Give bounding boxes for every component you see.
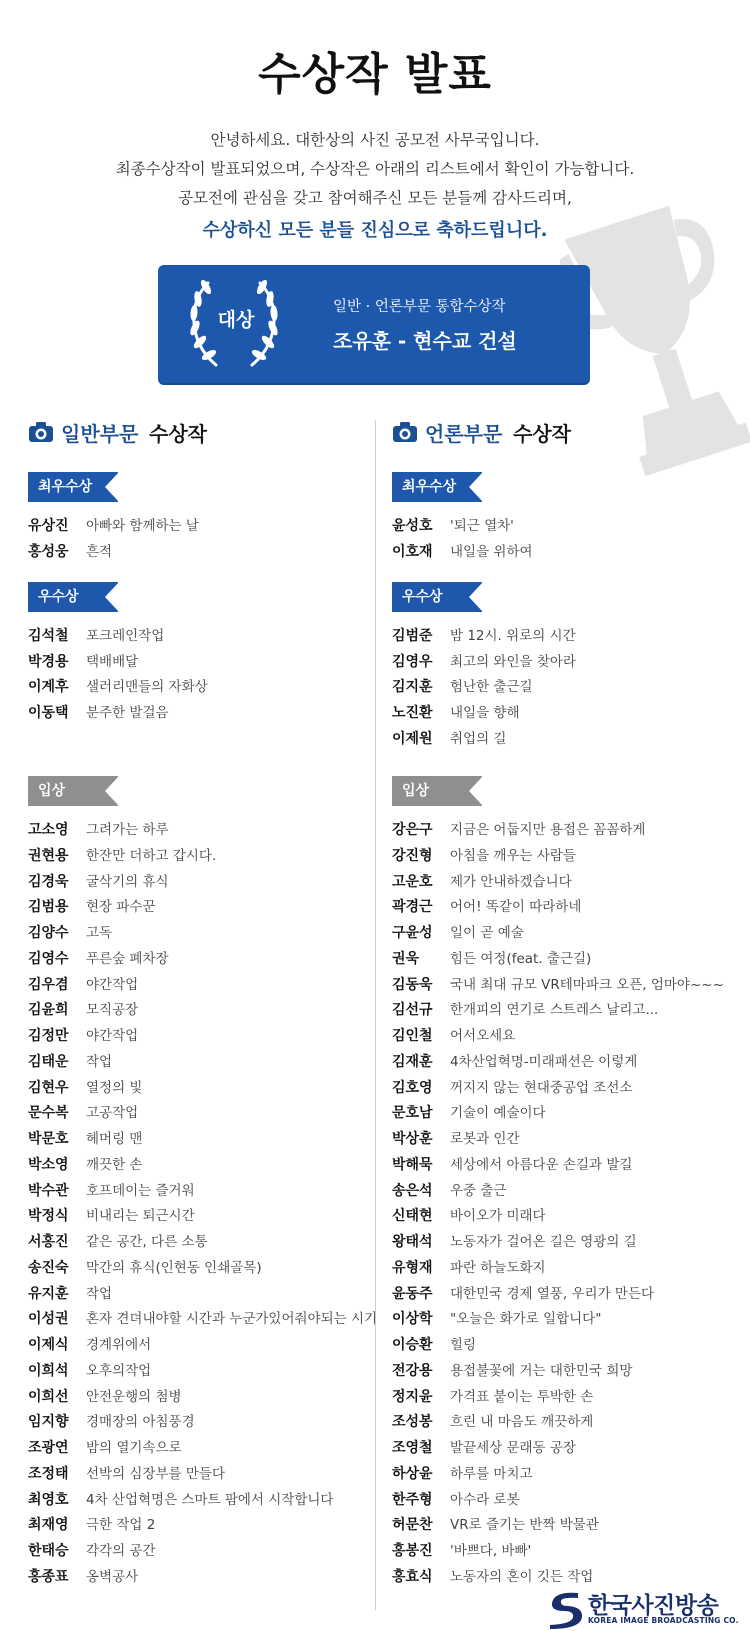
tag-honorable-mention xyxy=(392,776,482,806)
list-item xyxy=(28,1437,182,1459)
tag-notch xyxy=(469,472,483,502)
list-item xyxy=(28,1257,262,1279)
work-title: 경계위에서 xyxy=(86,1337,152,1353)
work-title: 대한민국 경제 열풍, 우리가 만든다 xyxy=(450,1285,655,1302)
winner-name: 박수관 xyxy=(28,1182,69,1199)
list-item xyxy=(28,948,169,970)
list-item xyxy=(28,515,199,537)
winner-name: 박문호 xyxy=(28,1131,69,1147)
work-title: 아침을 깨우는 사람들 xyxy=(450,847,576,864)
work-title: 막간의 휴식(인현동 인쇄골목) xyxy=(86,1259,262,1276)
winner-name: 송은석 xyxy=(392,1182,433,1199)
work-title: 로봇과 인간 xyxy=(450,1131,520,1147)
list-item xyxy=(392,1334,476,1356)
winner-name: 김영수 xyxy=(28,950,69,967)
winner-name: 윤성호 xyxy=(392,518,433,534)
work-title: 파란 하늘도화지 xyxy=(450,1259,546,1276)
work-title: 한잔만 더하고 갑시다. xyxy=(86,847,217,864)
work-title: 용접불꽃에 거는 대한민국 희망 xyxy=(450,1362,633,1379)
list-item xyxy=(28,1386,182,1408)
list-item xyxy=(28,999,138,1021)
work-title: 내일을 향해 xyxy=(450,705,520,722)
winner-name: 고소영 xyxy=(28,822,69,838)
winner-name: 김동욱 xyxy=(392,976,433,993)
work-title: 국내 최대 규모 VR테마파크 오픈, 엄마야~~~ xyxy=(450,976,724,993)
grand-prize-badge: 대상 xyxy=(217,309,255,331)
winner-name: 조광연 xyxy=(28,1440,69,1456)
work-title: 오후의작업 xyxy=(86,1362,152,1379)
work-title: 선박의 심장부를 만들다 xyxy=(86,1465,225,1482)
list-item xyxy=(392,896,581,918)
work-title: 작업 xyxy=(86,1053,113,1070)
work-title: 분주한 발걸음 xyxy=(86,705,169,722)
list-item xyxy=(28,922,112,944)
section-suffix: 수상작 xyxy=(149,422,207,446)
winner-name: 김재훈 xyxy=(392,1053,433,1070)
winner-name: 강은구 xyxy=(392,822,433,838)
list-item xyxy=(28,974,138,996)
work-title: "오늘은 화가로 일합니다" xyxy=(450,1311,602,1328)
list-item xyxy=(28,896,156,918)
list-item xyxy=(28,1489,333,1511)
list-item xyxy=(28,1360,151,1382)
work-title: 발끝세상 문래동 공장 xyxy=(450,1440,576,1456)
winner-name: 노진환 xyxy=(392,705,433,722)
work-title: 경매장의 아침풍경 xyxy=(86,1414,195,1431)
winner-name: 홍종표 xyxy=(28,1568,69,1585)
work-title: 작업 xyxy=(86,1285,113,1302)
winner-name: 조영철 xyxy=(392,1440,433,1456)
tag-honorable-mention xyxy=(28,776,118,806)
winner-name: 고운호 xyxy=(392,873,433,890)
work-title: 힐링 xyxy=(450,1337,477,1353)
work-title: 노동자의 혼이 깃든 작업 xyxy=(450,1568,594,1585)
winner-name: 김지훈 xyxy=(392,679,433,696)
work-title: 바이오가 미래다 xyxy=(450,1208,546,1225)
work-title: 그려가는 하루 xyxy=(86,822,169,838)
tag-notch xyxy=(105,582,119,612)
winner-name: 조성봉 xyxy=(392,1414,433,1431)
tag-notch xyxy=(469,776,483,806)
list-item xyxy=(28,1283,112,1305)
tag-label: 우수상 xyxy=(38,589,79,605)
winner-name: 홍봉진 xyxy=(392,1543,433,1559)
intro-line-1: 안녕하세요. 대한상의 사진 공모전 사무국입니다. xyxy=(210,131,540,149)
work-title: 최고의 와인을 찾아라 xyxy=(450,653,576,670)
tag-label: 입상 xyxy=(402,783,430,799)
winner-name: 박경용 xyxy=(28,653,69,670)
winner-name: 김윤희 xyxy=(28,1002,69,1019)
work-title: 현장 파수꾼 xyxy=(86,899,156,916)
work-title: 밤의 열기속으로 xyxy=(86,1440,182,1456)
list-item xyxy=(392,1437,576,1459)
winner-name: 정지윤 xyxy=(392,1388,433,1405)
tag-label: 최우수상 xyxy=(402,479,457,495)
list-item xyxy=(392,1411,593,1433)
work-title: 우중 출근 xyxy=(450,1182,507,1199)
list-item xyxy=(392,871,572,893)
list-item xyxy=(28,1411,195,1433)
list-item xyxy=(392,1102,546,1124)
section-title: 일반부문 xyxy=(61,422,139,446)
work-title: 4차 산업혁명은 스마트 팜에서 시작합니다 xyxy=(86,1491,334,1508)
grand-prize-winner: 조유훈 - 현수교 건설 xyxy=(333,329,517,353)
list-item xyxy=(28,1102,138,1124)
winner-name: 구윤성 xyxy=(392,925,433,941)
list-item xyxy=(28,1077,142,1099)
work-title: 한개피의 연기로 스트레스 날리고... xyxy=(450,1002,659,1019)
work-title: 내일을 위하여 xyxy=(450,543,533,560)
winner-name: 김현우 xyxy=(28,1079,69,1096)
list-item xyxy=(392,948,591,970)
list-item xyxy=(392,1514,599,1536)
camera-icon xyxy=(392,421,418,443)
winner-name: 송진숙 xyxy=(28,1259,69,1276)
work-title: 각각의 공간 xyxy=(86,1543,156,1559)
list-item xyxy=(392,728,506,750)
work-title: '퇴근 열차' xyxy=(450,518,514,534)
winner-name: 최영호 xyxy=(28,1491,69,1508)
work-title: 아빠와 함께하는 날 xyxy=(86,518,199,534)
list-item xyxy=(392,1231,637,1253)
work-title: 옹벽공사 xyxy=(86,1568,139,1585)
list-item xyxy=(392,541,533,563)
column-divider xyxy=(375,420,376,1610)
intro-line-2: 최종수상작이 발표되었으며, 수상작은 아래의 리스트에서 확인이 가능합니다. xyxy=(115,160,635,178)
list-item xyxy=(392,1283,654,1305)
winner-name: 홍성웅 xyxy=(28,543,69,560)
list-item xyxy=(28,1308,377,1330)
winner-name: 이상학 xyxy=(392,1311,433,1328)
winner-name: 김경욱 xyxy=(28,873,69,890)
list-item xyxy=(392,1463,533,1485)
work-title: '바쁘다, 바빠' xyxy=(450,1543,532,1559)
logo-subtext: KOREA IMAGE BROADCASTING CO. xyxy=(588,1616,739,1625)
winner-name: 김영우 xyxy=(392,653,433,670)
intro-highlight: 수상하신 모든 분들 진심으로 축하드립니다. xyxy=(202,220,548,241)
list-item xyxy=(28,1514,155,1536)
work-title: 고독 xyxy=(86,925,113,941)
list-item xyxy=(392,1205,546,1227)
work-title: VR로 즐기는 반짝 박물관 xyxy=(450,1517,599,1534)
winner-name: 이호재 xyxy=(392,543,433,560)
winner-name: 윤동주 xyxy=(392,1285,433,1302)
list-item xyxy=(28,1128,142,1150)
list-item xyxy=(28,1025,138,1047)
work-title: 극한 작업 2 xyxy=(86,1517,156,1534)
work-title: 세상에서 아름다운 손길과 발길 xyxy=(450,1156,633,1173)
work-title: 기술이 예술이다 xyxy=(450,1105,546,1122)
list-item xyxy=(28,625,164,647)
work-title: 모직공장 xyxy=(86,1002,139,1019)
winner-name: 유형재 xyxy=(392,1259,433,1276)
winner-name: 박상훈 xyxy=(392,1131,433,1147)
list-item xyxy=(392,974,724,996)
winner-name: 이동택 xyxy=(28,705,69,722)
tag-label: 최우수상 xyxy=(38,479,93,495)
winner-name: 이제식 xyxy=(28,1337,69,1353)
winner-name: 문수복 xyxy=(28,1105,69,1122)
tag-best-award xyxy=(392,472,482,502)
list-item xyxy=(28,1334,151,1356)
work-title: 야간작업 xyxy=(86,1028,139,1044)
work-title: 밤 12시. 위로의 시간 xyxy=(450,628,576,644)
work-title: 4차산업혁명-미래패션은 이렇게 xyxy=(450,1053,638,1070)
list-item xyxy=(28,676,208,698)
work-title: 굴삭기의 휴식 xyxy=(86,873,169,890)
tag-notch xyxy=(105,472,119,502)
list-item xyxy=(28,1051,112,1073)
list-item xyxy=(392,651,576,673)
work-title: 혼자 견뎌내야할 시간과 누군가있어줘야되는 시기 xyxy=(86,1311,378,1328)
list-item xyxy=(28,541,112,563)
list-item xyxy=(392,1025,515,1047)
work-title: 하루를 마치고 xyxy=(450,1465,533,1482)
winner-name: 이성권 xyxy=(28,1311,69,1328)
tag-excellence-award xyxy=(392,582,482,612)
work-title: 고공작업 xyxy=(86,1105,139,1122)
work-title: 어어! 똑같이 따라하네 xyxy=(450,899,582,916)
winner-name: 조정태 xyxy=(28,1465,69,1482)
winner-name: 전강용 xyxy=(392,1362,433,1379)
winner-name: 김정만 xyxy=(28,1028,69,1044)
list-item xyxy=(392,515,514,537)
work-title: 꺼지지 않는 현대중공업 조선소 xyxy=(450,1079,633,1096)
winner-name: 김호영 xyxy=(392,1079,433,1096)
intro-line-3: 공모전에 관심을 갖고 참여해주신 모든 분들께 감사드리며, xyxy=(178,189,572,207)
winner-name: 김인철 xyxy=(392,1028,433,1044)
winner-name: 이계후 xyxy=(28,679,69,696)
list-item xyxy=(392,1540,531,1562)
list-item xyxy=(392,1308,601,1330)
winner-name: 곽경근 xyxy=(392,899,433,916)
list-item xyxy=(392,999,658,1021)
tag-excellence-award xyxy=(28,582,118,612)
work-title: 안전운행의 첨병 xyxy=(86,1388,182,1405)
list-item xyxy=(392,819,645,841)
winner-name: 김태운 xyxy=(28,1053,69,1070)
work-title: 흐린 내 마음도 깨끗하게 xyxy=(450,1414,594,1431)
work-title: 가격표 붙이는 투박한 손 xyxy=(450,1388,594,1405)
tag-best-award xyxy=(28,472,118,502)
work-title: 택배배달 xyxy=(86,653,139,670)
work-title: 아수라 로봇 xyxy=(450,1491,520,1508)
work-title: 험난한 출근길 xyxy=(450,679,533,696)
work-title: 취업의 길 xyxy=(450,730,507,747)
logo-text: 한국사진방송 xyxy=(588,1593,719,1619)
winner-name: 이희선 xyxy=(28,1388,69,1405)
list-item xyxy=(392,1386,593,1408)
winner-name: 하상윤 xyxy=(392,1465,433,1482)
work-title: 야간작업 xyxy=(86,976,139,993)
winner-name: 강진형 xyxy=(392,847,433,864)
winner-name: 김범용 xyxy=(28,899,69,916)
winner-name: 허문찬 xyxy=(392,1517,433,1534)
winner-name: 권현용 xyxy=(28,847,69,864)
winner-name: 박해묵 xyxy=(392,1156,433,1173)
winner-name: 임지향 xyxy=(28,1414,69,1431)
winner-name: 박정식 xyxy=(28,1208,69,1225)
winner-name: 유상진 xyxy=(28,518,69,534)
list-item xyxy=(28,1205,195,1227)
section-title: 언론부문 xyxy=(425,422,503,446)
work-title: 제가 안내하겠습니다 xyxy=(450,873,572,890)
winner-name: 권욱 xyxy=(392,950,420,967)
winner-name: 김범준 xyxy=(392,628,433,644)
winner-name: 이제원 xyxy=(392,730,433,747)
work-title: 헤머링 맨 xyxy=(86,1131,143,1147)
work-title: 비내리는 퇴근시간 xyxy=(86,1208,195,1225)
work-title: 샐러리맨들의 자화상 xyxy=(86,679,208,696)
logo-mark-icon xyxy=(544,1589,586,1629)
work-title: 힘든 여정(feat. 출근길) xyxy=(450,950,592,967)
list-item xyxy=(28,819,169,841)
list-item xyxy=(392,1566,593,1588)
winner-name: 김양수 xyxy=(28,925,69,941)
list-item xyxy=(392,1128,520,1150)
tag-notch xyxy=(469,582,483,612)
work-title: 포크레인작업 xyxy=(86,628,165,644)
list-item xyxy=(28,871,169,893)
winner-name: 홍효식 xyxy=(392,1568,433,1585)
list-item xyxy=(392,845,576,867)
winner-name: 김우겸 xyxy=(28,976,69,993)
winner-name: 한태승 xyxy=(28,1543,69,1559)
work-title: 어서오세요 xyxy=(450,1028,516,1044)
list-item xyxy=(392,1360,632,1382)
grand-prize-subtitle: 일반 · 언론부문 통합수상작 xyxy=(333,299,506,315)
work-title: 열정의 빛 xyxy=(86,1079,143,1096)
list-item xyxy=(392,1257,546,1279)
list-item xyxy=(392,625,576,647)
winner-name: 최재영 xyxy=(28,1517,69,1534)
winner-name: 유지훈 xyxy=(28,1285,69,1302)
tag-label: 우수상 xyxy=(402,589,443,605)
list-item xyxy=(28,1566,138,1588)
company-logo xyxy=(540,1587,750,1631)
list-item xyxy=(28,702,169,724)
winner-name: 한주형 xyxy=(392,1491,433,1508)
list-item xyxy=(28,1180,195,1202)
page-title: 수상작 발표 xyxy=(258,49,492,100)
work-title: 푸른숲 폐차장 xyxy=(86,950,169,967)
winner-name: 박소영 xyxy=(28,1156,69,1173)
list-item xyxy=(28,845,216,867)
work-title: 깨끗한 손 xyxy=(86,1156,143,1173)
list-item xyxy=(28,1540,156,1562)
list-item xyxy=(392,922,524,944)
winner-name: 서홍진 xyxy=(28,1234,69,1250)
grand-prize-banner xyxy=(158,265,590,383)
winner-name: 이승환 xyxy=(392,1337,433,1353)
list-item xyxy=(28,651,138,673)
winner-name: 김석철 xyxy=(28,628,69,644)
list-item xyxy=(392,1154,632,1176)
list-item xyxy=(28,1154,142,1176)
winner-name: 신태현 xyxy=(392,1208,433,1225)
winner-name: 이희석 xyxy=(28,1362,69,1379)
work-title: 지금은 어둡지만 용접은 꼼꼼하게 xyxy=(450,822,646,838)
list-item xyxy=(392,676,533,698)
list-item xyxy=(392,1051,637,1073)
work-title: 호프데이는 즐거워 xyxy=(86,1182,195,1199)
list-item xyxy=(28,1231,208,1253)
list-item xyxy=(392,1489,520,1511)
list-item xyxy=(392,1077,632,1099)
winner-name: 문호남 xyxy=(392,1105,433,1122)
winner-name: 김선규 xyxy=(392,1002,433,1019)
list-item xyxy=(392,1180,506,1202)
tag-notch xyxy=(105,776,119,806)
winner-name: 왕태석 xyxy=(392,1234,433,1250)
camera-icon xyxy=(28,421,54,443)
section-suffix: 수상작 xyxy=(513,422,571,446)
work-title: 같은 공간, 다른 소통 xyxy=(86,1234,208,1250)
work-title: 일이 곧 예술 xyxy=(450,925,524,941)
tag-label: 입상 xyxy=(38,783,66,799)
work-title: 흔적 xyxy=(86,543,113,560)
list-item xyxy=(28,1463,225,1485)
list-item xyxy=(392,702,520,724)
work-title: 노동자가 걸어온 길은 영광의 길 xyxy=(450,1234,637,1250)
